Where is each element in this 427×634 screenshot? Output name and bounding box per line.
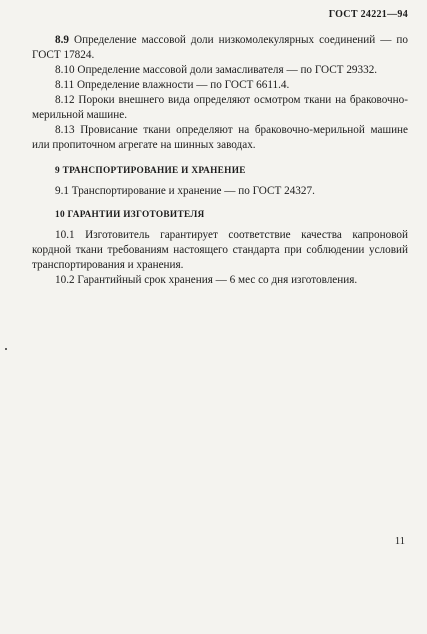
page-number: 11: [394, 536, 405, 547]
clause-text: Изготовитель гарантирует соответствие качества капроновой кордной ткани требованиям настоящего стандарта при соблюдении условий транспортирования и хранения.: [32, 229, 408, 271]
section-heading-guarantees: 10 ГАРАНТИИ ИЗГОТОВИТЕЛЯ: [55, 210, 205, 220]
clause-number: 9.1: [55, 185, 69, 197]
clause-number: 10.1: [55, 229, 75, 241]
clause-8-12: [32, 93, 408, 123]
clause-8-9: [32, 33, 408, 63]
scan-speck: [5, 348, 7, 350]
clause-number: 8.13: [55, 124, 75, 136]
clause-8-13: [32, 123, 408, 153]
clause-10-1: [32, 228, 408, 273]
document-body: [32, 33, 408, 288]
clause-number: 8.9: [55, 34, 69, 46]
clause-text: Транспортирование и хранение — по ГОСТ 24327.: [71, 185, 315, 197]
clause-number: 8.10: [55, 64, 75, 76]
clause-text: Пороки внешнего вида определяют осмотром ткани на браковочно-мерильной машине.: [32, 94, 408, 121]
clause-8-10: [32, 63, 408, 78]
clause-10-2: [32, 273, 408, 288]
clause-text: Определение массовой доли низкомолекулярных соединений — по ГОСТ 17824.: [32, 34, 409, 61]
clause-number: 8.12: [55, 94, 75, 106]
clause-text: Определение влажности — по ГОСТ 6611.4.: [76, 79, 290, 91]
document-code-header: ГОСТ 24221—94: [328, 9, 408, 20]
clause-9-1: [32, 184, 408, 199]
clause-number: 8.11: [55, 79, 75, 91]
clause-number: 10.2: [55, 274, 75, 286]
clause-8-11: [32, 78, 408, 93]
clause-text: Гарантийный срок хранения — 6 мес со дня изготовления.: [77, 274, 358, 286]
clause-text: Провисание ткани определяют на браковочно-мерильной машине или пропиточном агрегате на шинных заводах.: [32, 124, 409, 151]
section-heading-transport: 9 ТРАНСПОРТИРОВАНИЕ И ХРАНЕНИЕ: [55, 166, 246, 176]
clause-text: Определение массовой доли замасливателя — по ГОСТ 29332.: [77, 64, 378, 76]
